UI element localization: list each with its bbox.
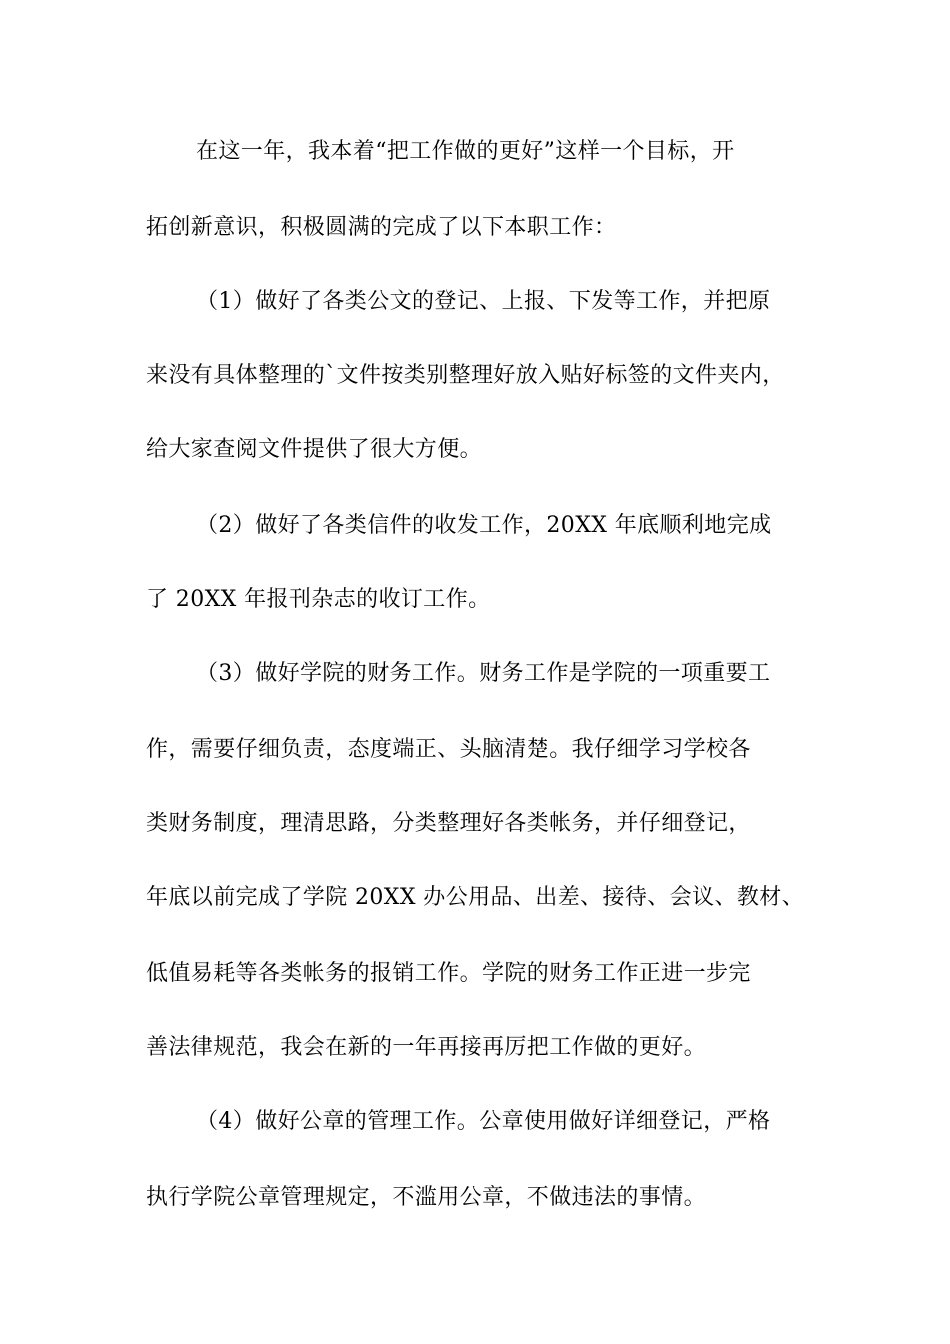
paragraph-4-line-4: 年底以前完成了学院 20XX 办公用品、出差、接待、会议、教材、: [146, 885, 805, 910]
paragraph-2-line-2: 来没有具体整理的`文件按类别整理好放入贴好标签的文件夹内，: [146, 363, 785, 388]
paragraph-3-line-2: 了 20XX 年报刊杂志的收订工作。: [146, 587, 491, 612]
paragraph-4-line-5: 低值易耗等各类帐务的报销工作。学院的财务工作正进一步完: [146, 961, 751, 986]
paragraph-4-line-2: 作，需要仔细负责，态度端正、头脑清楚。我仔细学习学校各: [146, 737, 751, 762]
paragraph-5-line-1: （4）做好公章的管理工作。公章使用做好详细登记，严格: [196, 1109, 771, 1134]
paragraph-2-line-3: 给大家查阅文件提供了很大方便。: [146, 437, 483, 462]
paragraph-1-line-2: 拓创新意识，积极圆满的完成了以下本职工作：: [146, 215, 617, 240]
paragraph-5-line-2: 执行学院公章管理规定，不滥用公章，不做违法的事情。: [146, 1185, 707, 1210]
paragraph-3-line-1: （2）做好了各类信件的收发工作，20XX 年底顺利地完成: [196, 513, 772, 538]
paragraph-4-line-3: 类财务制度，理清思路，分类整理好各类帐务，并仔细登记，: [146, 811, 751, 836]
paragraph-4-line-6: 善法律规范，我会在新的一年再接再厉把工作做的更好。: [146, 1035, 707, 1060]
paragraph-4-line-1: （3）做好学院的财务工作。财务工作是学院的一项重要工: [196, 661, 771, 686]
paragraph-2-line-1: （1）做好了各类公文的登记、上报、下发等工作，并把原: [196, 289, 771, 314]
paragraph-1-line-1: 在这一年，我本着“把工作做的更好”这样一个目标，开: [196, 139, 735, 164]
